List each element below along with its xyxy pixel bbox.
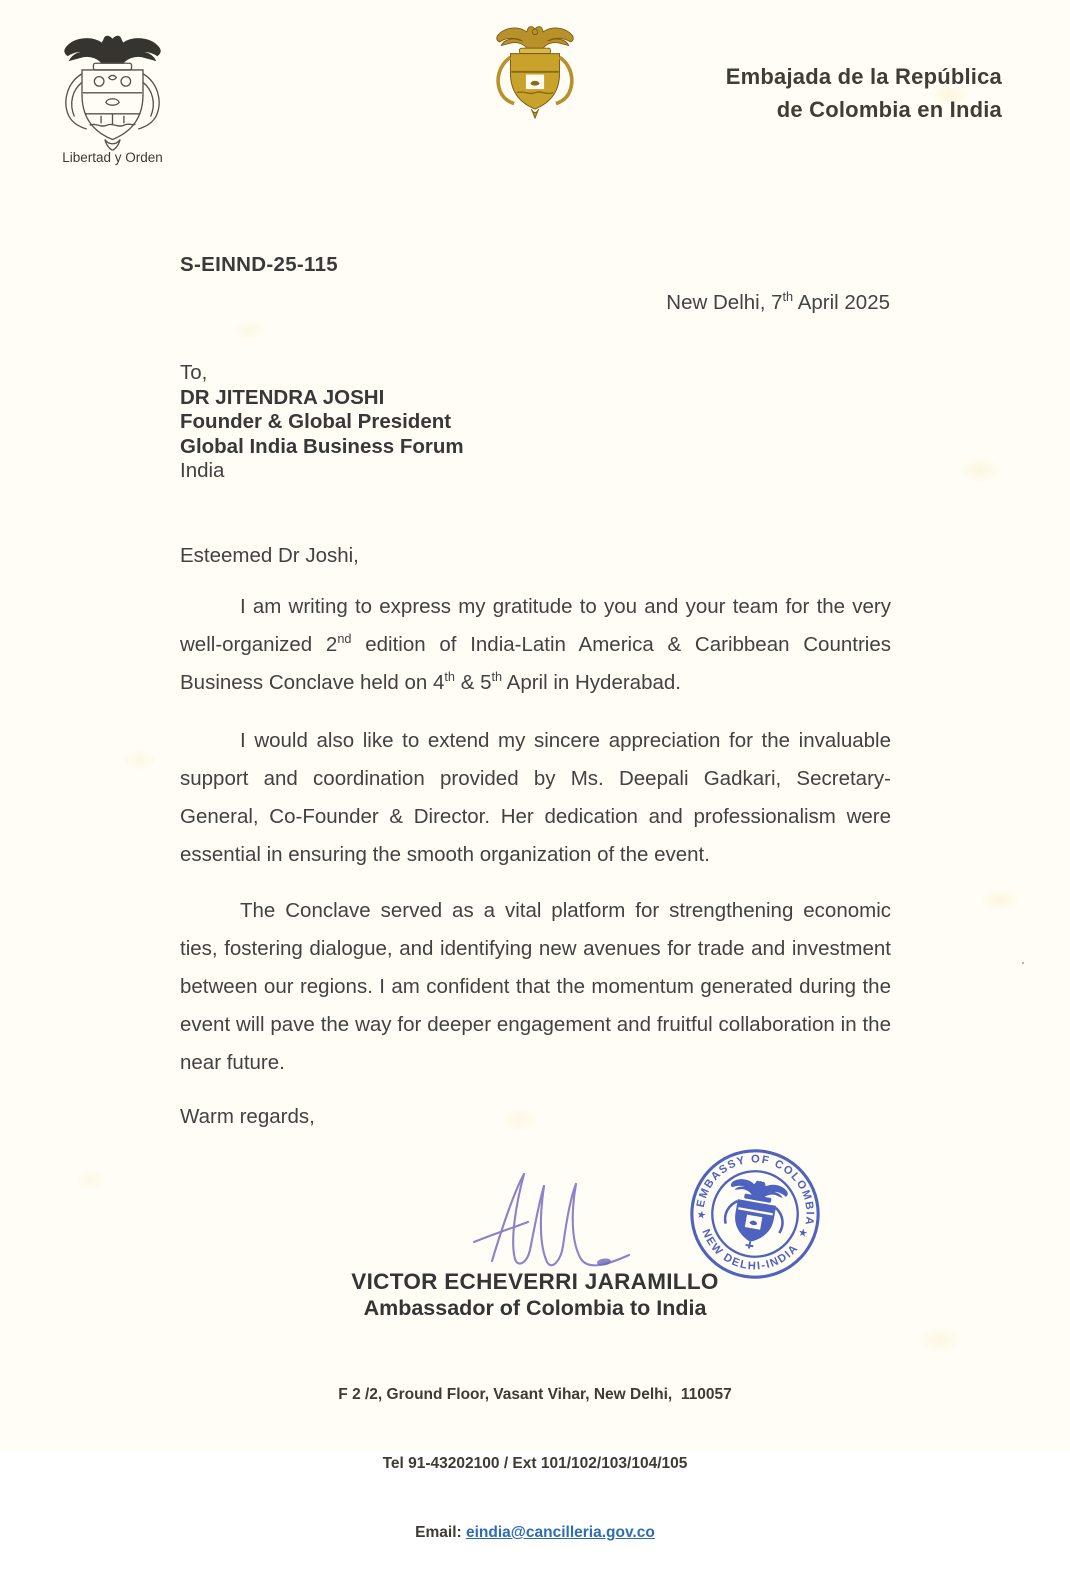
embassy-title-line1: Embajada de la República xyxy=(725,64,1002,89)
recipient-name: DR JITENDRA JOSHI xyxy=(180,385,385,409)
stamp-bottom-text: NEW DELHI-INDIA xyxy=(699,1227,802,1273)
stamp-star-right: ★ xyxy=(797,1226,809,1240)
stamp-top-text: EMBASSY OF COLOMBIA xyxy=(694,1153,816,1227)
footer-email-line xyxy=(0,1521,1070,1544)
date-text: New Delhi, 7 xyxy=(666,291,783,314)
body-paragraph-2: I would also like to extend my sincere appreciation for the invaluable support and coordination provided by Ms. Deepali Gadkari, Secretary-General, Co-Founder & Director. Her dedication and professionalism were essential in ensuring the smooth organization of the event. xyxy=(180,729,891,866)
ordinal-superscript: th xyxy=(491,669,503,685)
body-paragraph-1 xyxy=(180,588,891,702)
stamp-coat-of-arms xyxy=(720,1176,789,1253)
handwritten-signature-icon xyxy=(452,1162,667,1280)
date-superscript: th xyxy=(782,289,794,305)
colombia-coat-of-arms-lineart-icon xyxy=(55,28,170,150)
paragraph-text: April in Hyderabad. xyxy=(502,671,681,694)
date-text-suffix: April 2025 xyxy=(793,291,890,314)
embassy-title-line2: de Colombia en India xyxy=(776,97,1002,122)
ordinal-superscript: th xyxy=(444,669,455,685)
signatory-title: Ambassador of Colombia to India xyxy=(363,1296,707,1320)
recipient-title: Founder & Global President xyxy=(180,410,452,434)
colombia-coat-of-arms-gold-icon xyxy=(489,20,581,120)
recipient-block xyxy=(180,361,464,484)
recipient-to: To, xyxy=(180,361,208,384)
stamp-star-left: ★ xyxy=(695,1208,708,1223)
footer-email-label: Email: xyxy=(415,1524,466,1541)
recipient-country: India xyxy=(180,459,225,483)
left-emblem-caption: Libertad y Orden xyxy=(62,150,163,165)
footer-address: F 2 /2, Ground Floor, Vasant Vihar, New Delhi, 110057 xyxy=(338,1386,732,1403)
footer-block xyxy=(0,1337,1070,1590)
ordinal-superscript: nd xyxy=(337,631,352,647)
body-paragraph-3: The Conclave served as a vital platform for strengthening economic ties, fostering dialogue, and identifying new avenues for trade and investment between our regions. I am confident that the momentum generated during the event will pave the way for deeper engagement and fruitful collaboration in the near future. xyxy=(180,899,891,1074)
recipient-org: Global India Business Forum xyxy=(180,434,464,458)
signatory-name: VICTOR ECHEVERRI JARAMILLO xyxy=(351,1269,719,1294)
date-line xyxy=(666,291,890,315)
salutation: Esteemed Dr Joshi, xyxy=(180,544,359,567)
paragraph-text: & 5 xyxy=(455,671,492,694)
reference-number: S-EINND-25-115 xyxy=(180,253,339,276)
paragraph-text: I am writing to express my gratitude to you and your team for the very well-organized 2 xyxy=(180,595,891,656)
footer-phone: Tel 91-43202100 / Ext 101/102/103/104/105 xyxy=(382,1455,688,1472)
embassy-title xyxy=(726,60,1002,126)
closing-line: Warm regards, xyxy=(180,1105,315,1128)
paragraph-text: edition of India-Latin America & Caribbean Countries Business Conclave held on 4 xyxy=(180,633,891,694)
footer-email-link[interactable]: eindia@cancilleria.gov.co xyxy=(465,1524,655,1541)
